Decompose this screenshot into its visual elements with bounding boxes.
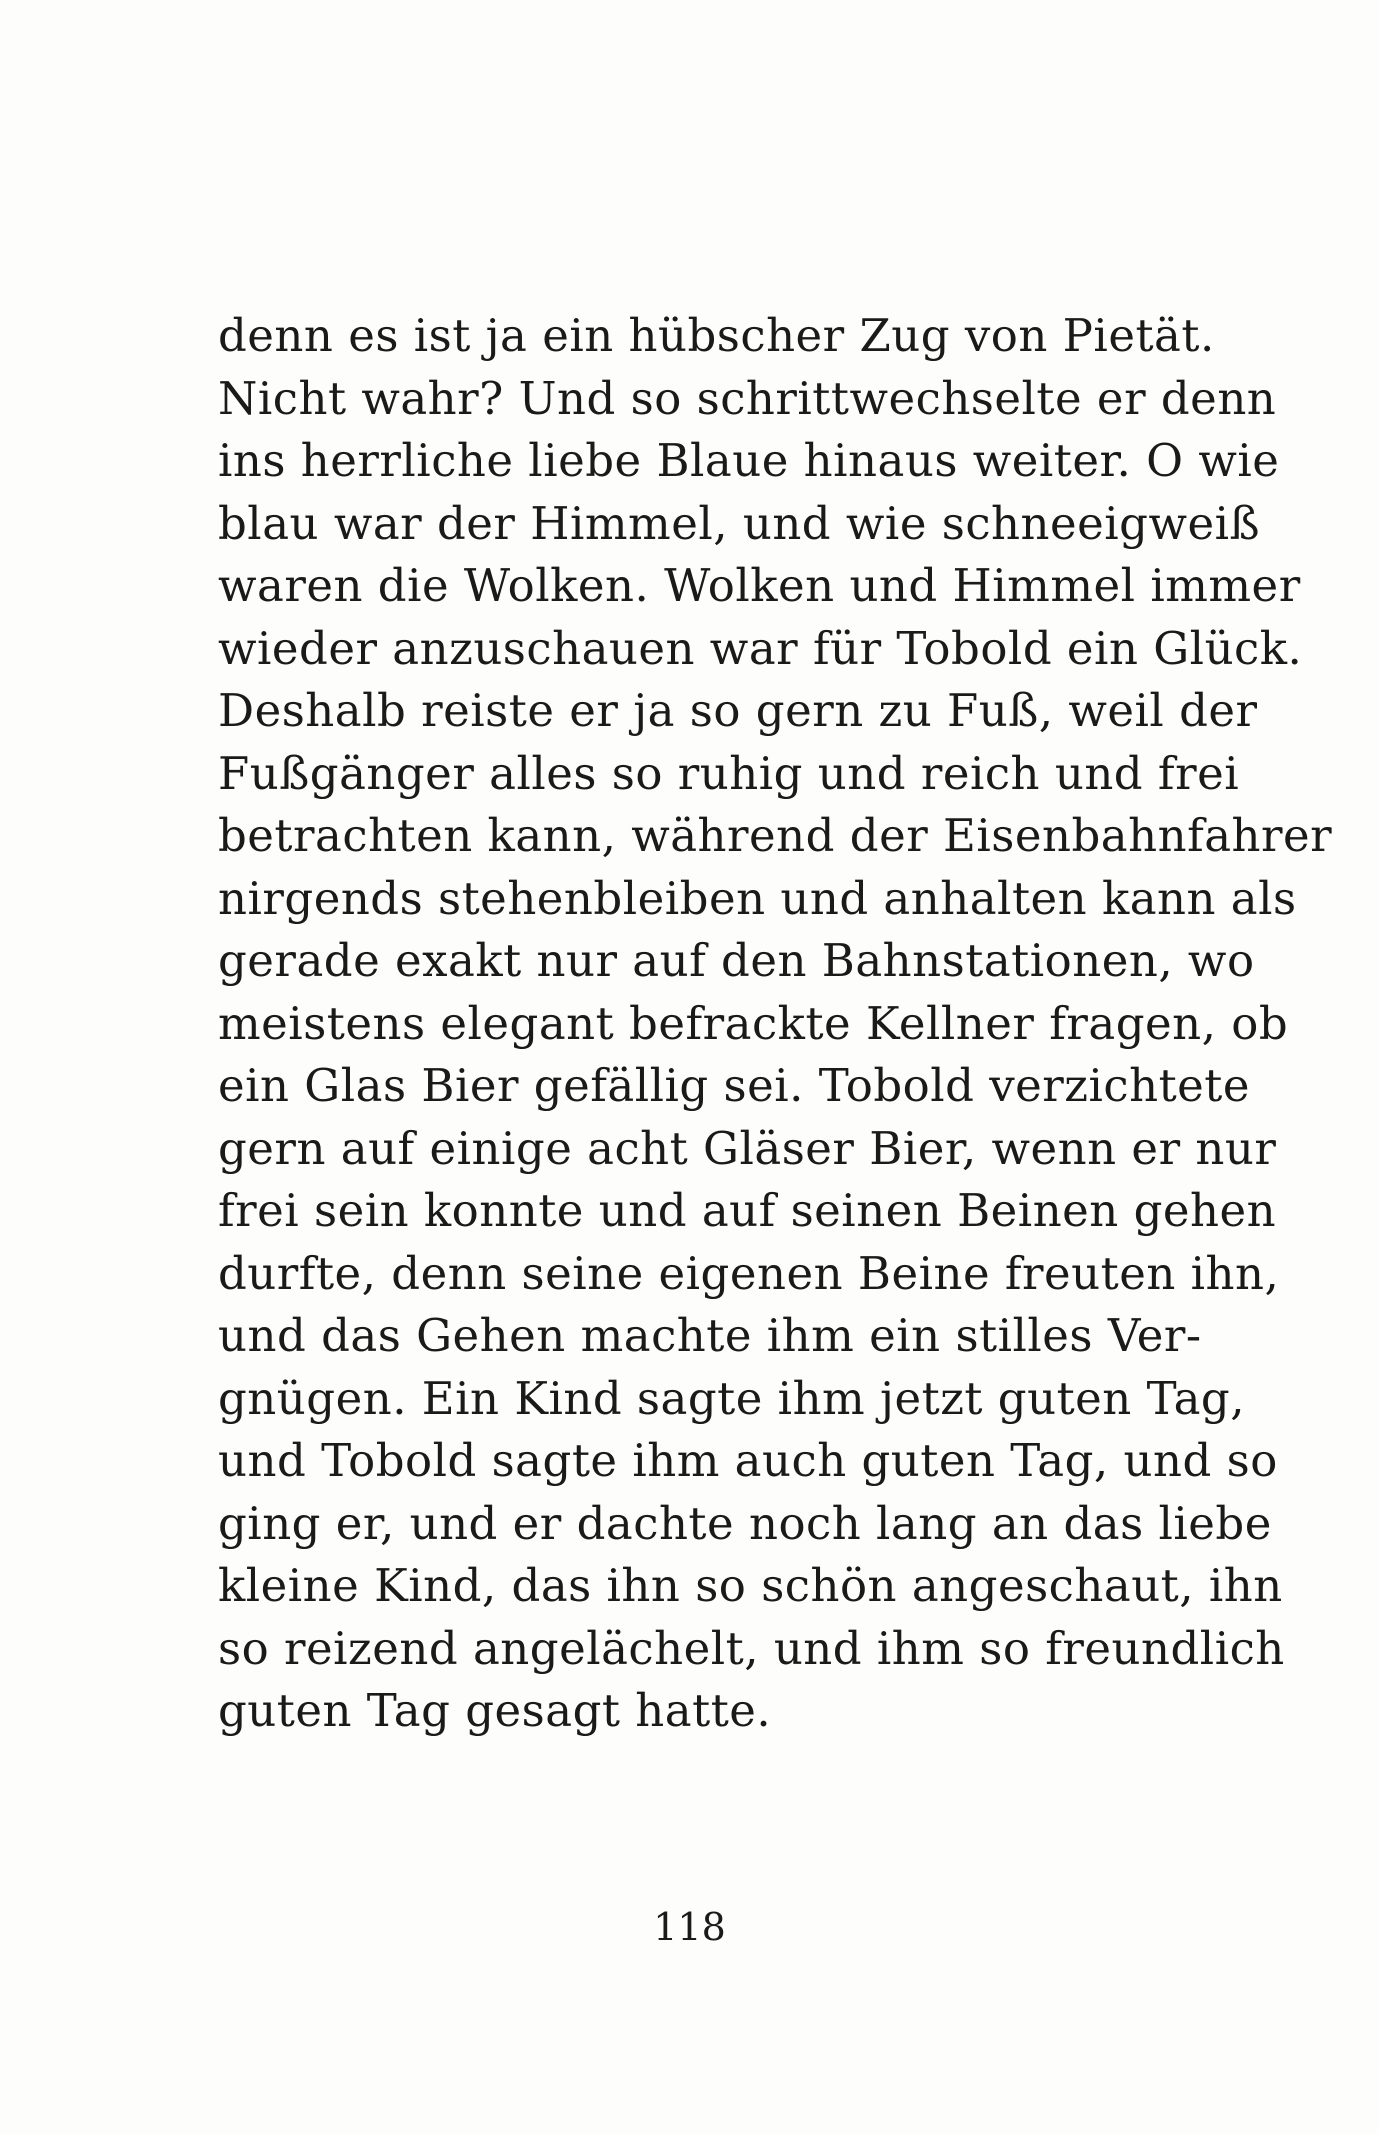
text-line: so reizend angelächelt, und ihm so freundlich [218, 1621, 1285, 1675]
text-line: Nicht wahr? Und so schrittwechselte er denn [218, 371, 1277, 425]
text-line: ins herrliche liebe Blaue hinaus weiter. O wie [218, 434, 1280, 487]
text-line: ein Glas Bier gefällig sei. Tobold verzichtete [218, 1059, 1251, 1112]
text-line: ging er, und er dachte noch lang an das liebe [218, 1496, 1272, 1550]
text-line: meistens elegant befrackte Kellner fragen, ob [218, 996, 1289, 1050]
text-line: denn es ist ja ein hübscher Zug von Pietät. [218, 309, 1215, 362]
text-line: kleine Kind, das ihn so schön angeschaut, ihn [218, 1559, 1283, 1612]
text-line: gern auf einige acht Gläser Bier, wenn er nur [218, 1121, 1277, 1175]
text-line: Fußgänger alles so ruhig und reich und frei [218, 746, 1240, 800]
text-line: blau war der Himmel, und wie schneeigweiß [218, 496, 1261, 550]
text-line: Deshalb reiste er ja so gern zu Fuß, weil der [218, 684, 1258, 737]
text-line: und das Gehen machte ihm ein stilles Ver- [218, 1309, 1202, 1362]
text-line: guten Tag gesagt hatte. [218, 1684, 772, 1737]
text-line: waren die Wolken. Wolken und Himmel immer [218, 559, 1301, 612]
text-line: wieder anzuschauen war für Tobold ein Glück. [218, 621, 1303, 675]
text-line: gnügen. Ein Kind sagte ihm jetzt guten Tag, [218, 1371, 1246, 1425]
page-number: 118 [653, 1905, 726, 1949]
body-text [218, 305, 1333, 1743]
text-line: gerade exakt nur auf den Bahnstationen, wo [218, 934, 1255, 987]
text-line: nirgends stehenbleiben und anhalten kann als [218, 871, 1297, 925]
text-line: und Tobold sagte ihm auch guten Tag, und so [218, 1434, 1278, 1487]
text-line: frei sein konnte und auf seinen Beinen gehen [218, 1184, 1277, 1237]
text-line: betrachten kann, während der Eisenbahnfahrer [218, 809, 1333, 862]
text-line: durfte, denn seine eigenen Beine freuten ihn, [218, 1246, 1280, 1300]
